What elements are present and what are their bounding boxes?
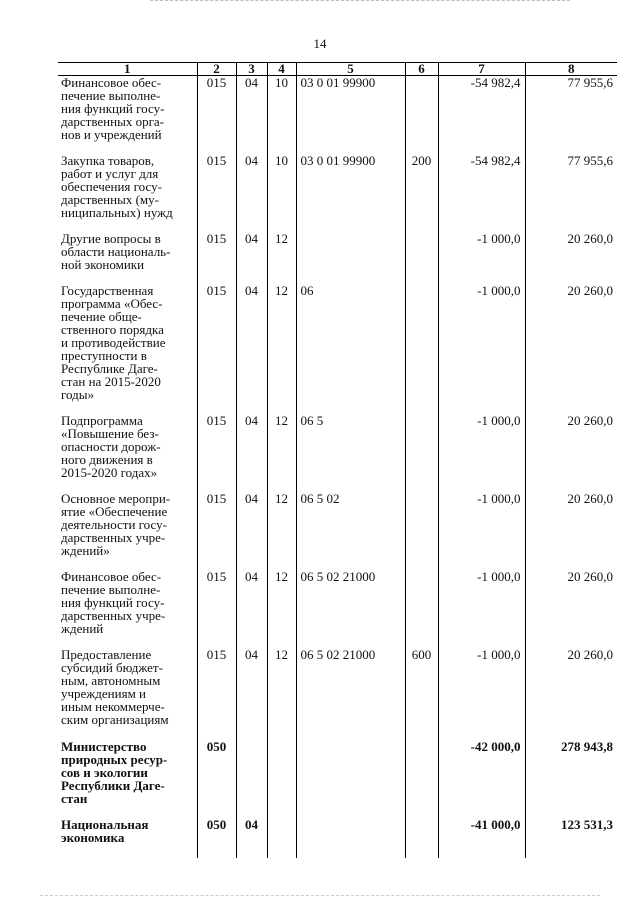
code-target: 06 5 02 21000 bbox=[296, 570, 405, 648]
table-body bbox=[58, 76, 617, 858]
code-section: 04 bbox=[236, 154, 267, 232]
amount-total: 20 260,0 bbox=[525, 414, 617, 492]
code-subsection: 12 bbox=[267, 570, 296, 648]
table-row bbox=[58, 414, 617, 492]
code-expense-type bbox=[405, 570, 438, 648]
scan-edge-top bbox=[150, 0, 570, 2]
table-row bbox=[58, 648, 617, 740]
code-chapter: 015 bbox=[197, 232, 236, 284]
column-header-4: 4 bbox=[267, 63, 296, 76]
code-section: 04 bbox=[236, 76, 267, 154]
code-subsection: 12 bbox=[267, 232, 296, 284]
code-chapter: 050 bbox=[197, 818, 236, 858]
row-name: Министерство природных ресур- сов и экологии Республики Даге- стан bbox=[61, 739, 168, 806]
code-chapter: 015 bbox=[197, 154, 236, 232]
column-header-6: 6 bbox=[405, 63, 438, 76]
table-row bbox=[58, 570, 617, 648]
code-section: 04 bbox=[236, 232, 267, 284]
column-header-5: 5 bbox=[296, 63, 405, 76]
code-target: 06 5 02 21000 bbox=[296, 648, 405, 740]
code-chapter: 015 bbox=[197, 284, 236, 414]
code-chapter: 015 bbox=[197, 76, 236, 154]
code-expense-type bbox=[405, 284, 438, 414]
code-subsection: 12 bbox=[267, 648, 296, 740]
amount-total: 278 943,8 bbox=[525, 740, 617, 818]
column-header-2: 2 bbox=[197, 63, 236, 76]
code-expense-type bbox=[405, 492, 438, 570]
code-expense-type bbox=[405, 818, 438, 858]
table-row bbox=[58, 154, 617, 232]
row-name: Национальная экономика bbox=[61, 817, 149, 845]
code-subsection: 12 bbox=[267, 492, 296, 570]
row-name: Другие вопросы в области националь- ной экономики bbox=[61, 231, 171, 272]
code-subsection: 12 bbox=[267, 284, 296, 414]
amount-change: -1 000,0 bbox=[438, 492, 525, 570]
row-name: Государственная программа «Обес- печение обще- ственного порядка и противодействие преступности в Республике Даге- стан на 2015-2020 годы» bbox=[61, 283, 166, 402]
code-chapter: 015 bbox=[197, 492, 236, 570]
amount-total: 20 260,0 bbox=[525, 648, 617, 740]
row-name: Предоставление субсидий бюджет- ным, автономным учреждениям и иным некоммерче- ским организациям bbox=[61, 647, 169, 727]
scan-edge-bottom bbox=[40, 895, 600, 897]
amount-change: -1 000,0 bbox=[438, 648, 525, 740]
amount-total: 123 531,3 bbox=[525, 818, 617, 858]
code-expense-type bbox=[405, 414, 438, 492]
amount-total: 20 260,0 bbox=[525, 570, 617, 648]
amount-total: 20 260,0 bbox=[525, 232, 617, 284]
code-chapter: 015 bbox=[197, 414, 236, 492]
code-expense-type bbox=[405, 76, 438, 154]
code-subsection bbox=[267, 818, 296, 858]
amount-total: 20 260,0 bbox=[525, 492, 617, 570]
code-target bbox=[296, 232, 405, 284]
amount-change: -54 982,4 bbox=[438, 76, 525, 154]
code-expense-type: 600 bbox=[405, 648, 438, 740]
code-subsection: 10 bbox=[267, 154, 296, 232]
amount-change: -1 000,0 bbox=[438, 232, 525, 284]
code-target bbox=[296, 818, 405, 858]
code-chapter: 050 bbox=[197, 740, 236, 818]
code-target: 03 0 01 99900 bbox=[296, 76, 405, 154]
header-row bbox=[58, 63, 617, 76]
budget-table bbox=[58, 62, 617, 858]
column-header-7: 7 bbox=[438, 63, 525, 76]
amount-change: -1 000,0 bbox=[438, 284, 525, 414]
code-target bbox=[296, 740, 405, 818]
code-section: 04 bbox=[236, 414, 267, 492]
code-section: 04 bbox=[236, 570, 267, 648]
code-target: 03 0 01 99900 bbox=[296, 154, 405, 232]
table-row bbox=[58, 284, 617, 414]
amount-change: -54 982,4 bbox=[438, 154, 525, 232]
table-row bbox=[58, 818, 617, 858]
column-header-8: 8 bbox=[525, 63, 617, 76]
row-name: Закупка товаров, работ и услуг для обеспечения госу- дарственных (му- ниципальных) нужд bbox=[61, 153, 173, 220]
budget-table-container bbox=[58, 61, 617, 845]
column-header-3: 3 bbox=[236, 63, 267, 76]
table-row bbox=[58, 492, 617, 570]
code-expense-type: 200 bbox=[405, 154, 438, 232]
code-section: 04 bbox=[236, 284, 267, 414]
code-section: 04 bbox=[236, 492, 267, 570]
amount-change: -1 000,0 bbox=[438, 570, 525, 648]
amount-change: -42 000,0 bbox=[438, 740, 525, 818]
code-target: 06 5 bbox=[296, 414, 405, 492]
table-row bbox=[58, 740, 617, 818]
row-name: Основное меропри- ятие «Обеспечение деятельности госу- дарственных учре- ждений» bbox=[61, 491, 171, 558]
code-chapter: 015 bbox=[197, 570, 236, 648]
amount-change: -41 000,0 bbox=[438, 818, 525, 858]
code-section: 04 bbox=[236, 818, 267, 858]
code-subsection bbox=[267, 740, 296, 818]
row-name: Финансовое обес- печение выполне- ния функций госу- дарственных орга- нов и учреждений bbox=[61, 75, 165, 142]
code-chapter: 015 bbox=[197, 648, 236, 740]
amount-change: -1 000,0 bbox=[438, 414, 525, 492]
code-target: 06 5 02 bbox=[296, 492, 405, 570]
amount-total: 77 955,6 bbox=[525, 76, 617, 154]
amount-total: 77 955,6 bbox=[525, 154, 617, 232]
column-header-1: 1 bbox=[58, 63, 197, 76]
row-name: Подпрограмма «Повышение без- опасности дорож- ного движения в 2015-2020 годах» bbox=[61, 413, 161, 480]
table-row bbox=[58, 76, 617, 154]
code-expense-type bbox=[405, 232, 438, 284]
row-name: Финансовое обес- печение выполне- ния функций госу- дарственных учре- ждений bbox=[61, 569, 166, 636]
table-row bbox=[58, 232, 617, 284]
code-subsection: 12 bbox=[267, 414, 296, 492]
code-section: 04 bbox=[236, 648, 267, 740]
code-expense-type bbox=[405, 740, 438, 818]
code-subsection: 10 bbox=[267, 76, 296, 154]
code-target: 06 bbox=[296, 284, 405, 414]
code-section bbox=[236, 740, 267, 818]
amount-total: 20 260,0 bbox=[525, 284, 617, 414]
page-number: 14 bbox=[313, 36, 327, 51]
